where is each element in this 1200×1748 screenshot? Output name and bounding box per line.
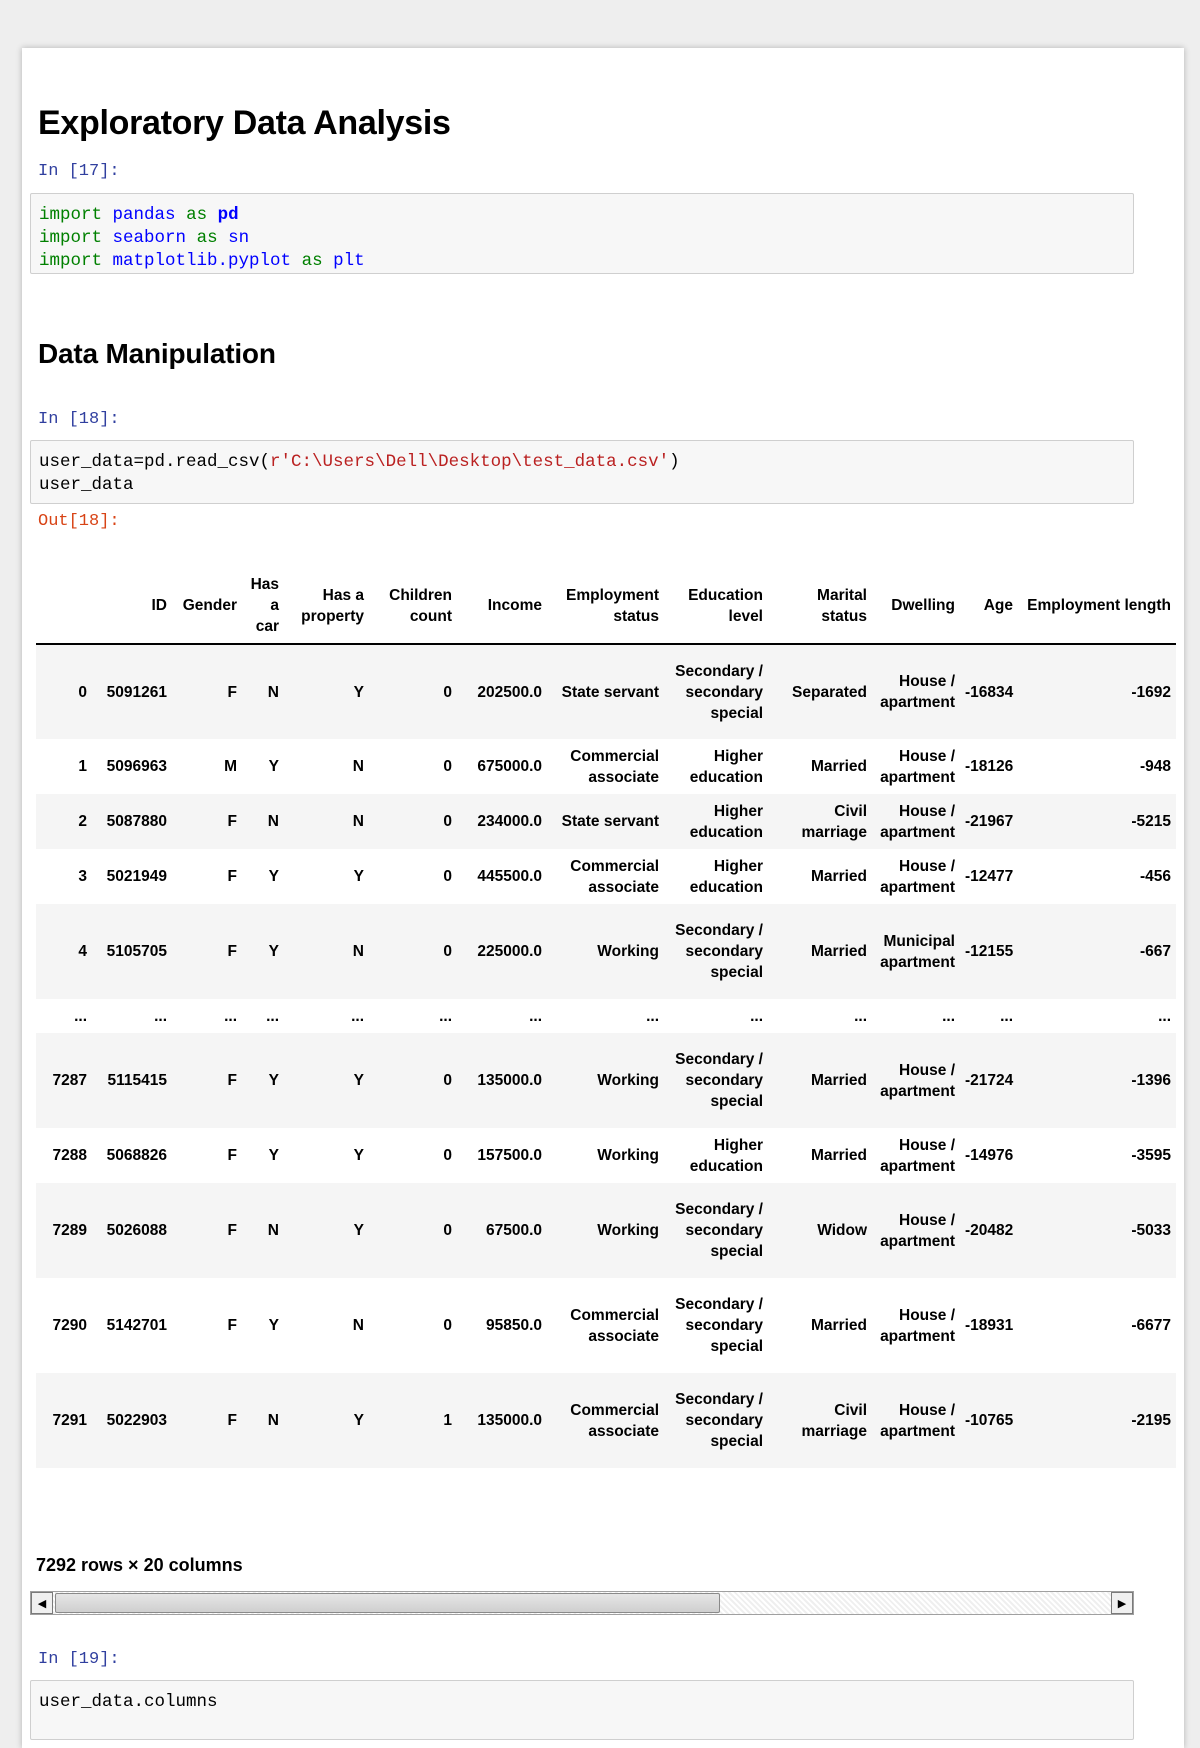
table-cell: ...: [439, 1007, 452, 1025]
code-token: pandas: [112, 205, 176, 225]
table-cell: House / apartment: [880, 673, 955, 711]
arrow-left-icon[interactable]: ◀: [31, 1592, 53, 1614]
table-cell: F: [227, 1222, 237, 1239]
table-row: [36, 1183, 1176, 1278]
code-token: import: [39, 251, 103, 271]
table-cell: Civil marriage: [801, 1401, 867, 1440]
table-cell: Y: [268, 758, 279, 775]
table-cell: 5142701: [106, 1317, 167, 1334]
table-row: [36, 1128, 1176, 1183]
table-cell: Commercial associate: [570, 857, 659, 896]
code-token: matplotlib.pyplot: [112, 251, 292, 271]
arrow-right-icon[interactable]: ▶: [1111, 1592, 1133, 1614]
column-header: Children count: [369, 568, 457, 644]
table-cell: 0: [443, 868, 452, 885]
table-cell: -2195: [1131, 1412, 1171, 1429]
table-cell: ...: [224, 1007, 237, 1025]
table-cell: 0: [443, 1222, 452, 1239]
table-cell: Secondary / secondary special: [675, 1051, 763, 1110]
column-header: Employment status: [547, 568, 664, 644]
table-header-row: [36, 568, 1176, 644]
table-cell: Commercial associate: [570, 1401, 659, 1440]
code-line: [39, 1691, 1125, 1714]
code-line: [39, 250, 1125, 273]
table-cell: 5068826: [106, 1147, 167, 1164]
table-cell: State servant: [561, 683, 659, 701]
code-token: seaborn: [112, 228, 187, 248]
column-header: Has a property: [284, 568, 369, 644]
table-cell: -667: [1139, 943, 1171, 960]
table-cell: Working: [597, 1072, 659, 1089]
code-line: [39, 204, 1125, 227]
code-cell-columns[interactable]: [30, 1680, 1134, 1740]
table-cell: 675000.0: [477, 758, 542, 775]
table-cell: -16834: [965, 683, 1014, 701]
code-token: as: [196, 228, 218, 248]
table-cell: 0: [443, 1147, 452, 1164]
table-cell: Y: [268, 1147, 279, 1164]
table-cell: Y: [353, 683, 364, 701]
table-cell: Civil marriage: [801, 802, 867, 841]
table-cell: Widow: [817, 1222, 867, 1239]
table-cell: 95850.0: [485, 1317, 542, 1334]
table-cell: -18931: [965, 1317, 1014, 1334]
table-cell: N: [352, 758, 364, 775]
table-cell: 5091261: [106, 683, 167, 701]
table-cell: 157500.0: [477, 1147, 542, 1164]
table-cell: 445500.0: [477, 868, 542, 885]
table-cell: House / apartment: [880, 1401, 955, 1440]
table-cell: N: [267, 1222, 279, 1239]
code-cell-imports[interactable]: [30, 193, 1134, 274]
table-cell: Y: [353, 1147, 364, 1164]
code-token: as: [301, 251, 323, 271]
code-token: [176, 205, 187, 225]
table-cell: ...: [1000, 1007, 1013, 1025]
table-cell: ...: [750, 1007, 763, 1025]
table-cell: 5021949: [106, 868, 167, 885]
table-cell: F: [227, 813, 237, 830]
column-header: Income: [457, 568, 547, 644]
table-cell: Commercial associate: [570, 747, 659, 786]
code-token: user_data.columns: [39, 1692, 218, 1712]
table-cell: -10765: [965, 1412, 1014, 1429]
table-cell: House / apartment: [880, 857, 955, 896]
table-cell: Married: [811, 1147, 867, 1164]
table-cell: 225000.0: [477, 943, 542, 960]
code-token: user_data: [39, 475, 134, 495]
table-row: [36, 1033, 1176, 1128]
table-cell: -1692: [1131, 683, 1171, 701]
table-row: [36, 1373, 1176, 1468]
table-cell: F: [227, 1412, 237, 1429]
table-cell: ...: [1158, 1007, 1171, 1025]
table-cell: Y: [268, 1072, 279, 1089]
table-cell: 0: [443, 758, 452, 775]
table-cell: -5215: [1131, 813, 1171, 830]
table-cell: Secondary / secondary special: [675, 662, 763, 722]
table-cell: -6677: [1131, 1317, 1171, 1334]
table-cell: N: [267, 1412, 279, 1429]
table-cell: 5026088: [106, 1222, 167, 1239]
table-cell: 135000.0: [477, 1412, 542, 1429]
table-cell: 0: [443, 813, 452, 830]
table-cell: 5087880: [106, 813, 167, 830]
table-cell: Higher education: [689, 747, 763, 786]
table-cell: House / apartment: [880, 1306, 955, 1345]
code-token: ): [669, 452, 680, 472]
table-cell: Married: [811, 868, 867, 885]
table-cell: F: [227, 1317, 237, 1334]
table-cell: M: [224, 758, 237, 775]
table-cell: House / apartment: [880, 1211, 955, 1250]
table-cell: 5096963: [106, 758, 167, 775]
in-prompt-19: In [19]:: [38, 1650, 120, 1669]
table-cell: -12155: [965, 943, 1014, 960]
column-header: Has a car: [242, 568, 284, 644]
table-cell: House / apartment: [880, 802, 955, 841]
row-index: 2: [78, 813, 87, 830]
code-token: import: [39, 205, 103, 225]
table-cell: Y: [268, 1317, 279, 1334]
row-index: ...: [74, 1007, 87, 1025]
table-cell: -1396: [1131, 1072, 1171, 1089]
table-cell: Commercial associate: [570, 1306, 659, 1345]
table-cell: Married: [811, 1072, 867, 1089]
dataframe-table: [36, 568, 1176, 1468]
table-cell: Secondary / secondary special: [675, 1201, 763, 1260]
table-cell: 5022903: [106, 1412, 167, 1429]
table-cell: Y: [268, 868, 279, 885]
table-cell: 135000.0: [477, 1072, 542, 1089]
heading-eda: Exploratory Data Analysis: [38, 104, 451, 142]
table-row: [36, 794, 1176, 849]
table-cell: 0: [443, 943, 452, 960]
table-cell: -3595: [1131, 1147, 1171, 1164]
out-prompt-18: Out[18]:: [38, 512, 120, 531]
table-cell: Secondary / secondary special: [675, 1296, 763, 1355]
code-token: r'C:\Users\Dell\Desktop\test_data.csv': [270, 452, 670, 472]
column-header: Dwelling: [872, 568, 960, 644]
table-cell: F: [227, 1072, 237, 1089]
table-cell: Secondary / secondary special: [675, 922, 763, 981]
table-cell: F: [227, 1147, 237, 1164]
table-cell: -21967: [965, 813, 1014, 830]
table-row: [36, 739, 1176, 794]
table-cell: ...: [351, 1007, 364, 1025]
table-cell: N: [352, 813, 364, 830]
table-cell: -456: [1139, 868, 1171, 885]
row-index: 7287: [52, 1072, 87, 1089]
table-cell: Working: [597, 943, 659, 960]
table-cell: 0: [443, 1317, 452, 1334]
column-header: Age: [960, 568, 1018, 644]
table-cell: 202500.0: [477, 683, 542, 701]
table-cell: -14976: [965, 1147, 1014, 1164]
table-row: [36, 849, 1176, 904]
column-header: Education level: [664, 568, 768, 644]
code-line: [39, 227, 1125, 250]
column-header: Gender: [172, 568, 242, 644]
table-cell: Married: [811, 758, 867, 775]
code-token: pd: [217, 205, 239, 225]
code-token: as: [186, 205, 208, 225]
code-line: [39, 474, 1125, 497]
table-cell: -948: [1139, 758, 1171, 775]
table-cell: Y: [353, 868, 364, 885]
code-line: [39, 451, 1125, 474]
table-cell: ...: [266, 1007, 279, 1025]
table-cell: State servant: [561, 813, 659, 830]
code-token: user_data=pd.read_csv(: [39, 452, 271, 472]
row-index: 7290: [52, 1317, 87, 1334]
table-cell: Separated: [792, 683, 867, 701]
table-cell: N: [352, 1317, 364, 1334]
table-cell: ...: [646, 1007, 659, 1025]
table-row: [36, 1278, 1176, 1373]
table-cell: 5105705: [106, 943, 167, 960]
dataframe-output: [36, 568, 1171, 1546]
table-cell: Married: [811, 1317, 867, 1334]
table-cell: N: [267, 683, 279, 701]
row-index: 7288: [52, 1147, 87, 1164]
row-index: 4: [78, 943, 87, 960]
heading-data-manipulation: Data Manipulation: [38, 338, 276, 369]
code-token: [186, 228, 197, 248]
scrollbar-thumb[interactable]: [55, 1593, 720, 1613]
table-cell: House / apartment: [880, 1061, 955, 1100]
table-cell: Y: [353, 1412, 364, 1429]
table-cell: Higher education: [689, 1136, 763, 1175]
horizontal-scrollbar[interactable]: [30, 1591, 1134, 1615]
table-cell: Higher education: [689, 802, 763, 841]
column-header: ID: [92, 568, 172, 644]
row-index: 1: [78, 758, 87, 775]
in-prompt-18: In [18]:: [38, 410, 120, 429]
table-cell: 1: [443, 1412, 452, 1429]
table-cell: F: [227, 683, 237, 701]
code-token: plt: [333, 251, 365, 271]
code-token: [207, 205, 218, 225]
table-cell: Higher education: [689, 857, 763, 896]
table-cell: -5033: [1131, 1222, 1171, 1239]
table-cell: Working: [597, 1222, 659, 1239]
code-token: [102, 228, 113, 248]
code-token: [323, 251, 334, 271]
table-cell: ...: [942, 1007, 955, 1025]
dataframe-shape: 7292 rows × 20 columns: [36, 1555, 243, 1575]
table-row: [36, 904, 1176, 999]
row-index: 7289: [52, 1222, 87, 1239]
table-cell: 5115415: [107, 1072, 167, 1089]
table-cell: -20482: [965, 1222, 1014, 1239]
code-cell-read-csv[interactable]: [30, 440, 1134, 504]
table-cell: ...: [154, 1007, 167, 1025]
table-cell: Secondary / secondary special: [675, 1391, 763, 1450]
table-row: [36, 644, 1176, 739]
column-header: Employment length: [1018, 568, 1176, 644]
table-cell: N: [267, 813, 279, 830]
code-token: [291, 251, 302, 271]
row-index: 3: [78, 868, 87, 885]
column-header: [36, 568, 92, 644]
table-cell: Y: [268, 943, 279, 960]
table-cell: -18126: [965, 758, 1014, 775]
table-cell: F: [227, 943, 237, 960]
table-cell: N: [352, 943, 364, 960]
table-cell: ...: [854, 1007, 867, 1025]
table-cell: Municipal apartment: [880, 932, 955, 971]
table-cell: Working: [597, 1147, 659, 1164]
code-token: [218, 228, 229, 248]
row-index: 0: [78, 683, 87, 701]
table-cell: Y: [353, 1222, 364, 1239]
table-cell: 0: [443, 1072, 452, 1089]
code-token: [102, 205, 113, 225]
table-cell: -12477: [965, 868, 1014, 885]
table-cell: 0: [443, 683, 452, 701]
table-cell: 67500.0: [485, 1222, 542, 1239]
code-token: sn: [228, 228, 250, 248]
table-cell: House / apartment: [880, 747, 955, 786]
table-cell: F: [227, 868, 237, 885]
code-token: [102, 251, 113, 271]
table-cell: Married: [811, 943, 867, 960]
table-cell: House / apartment: [880, 1136, 955, 1175]
table-cell: Y: [353, 1072, 364, 1089]
table-cell: ...: [529, 1007, 542, 1025]
in-prompt-17: In [17]:: [38, 162, 120, 181]
column-header: Marital status: [768, 568, 872, 644]
row-index: 7291: [52, 1412, 87, 1429]
table-cell: -21724: [965, 1072, 1014, 1089]
code-token: import: [39, 228, 103, 248]
table-cell: 234000.0: [477, 813, 542, 830]
ellipsis-row: [36, 999, 1176, 1033]
